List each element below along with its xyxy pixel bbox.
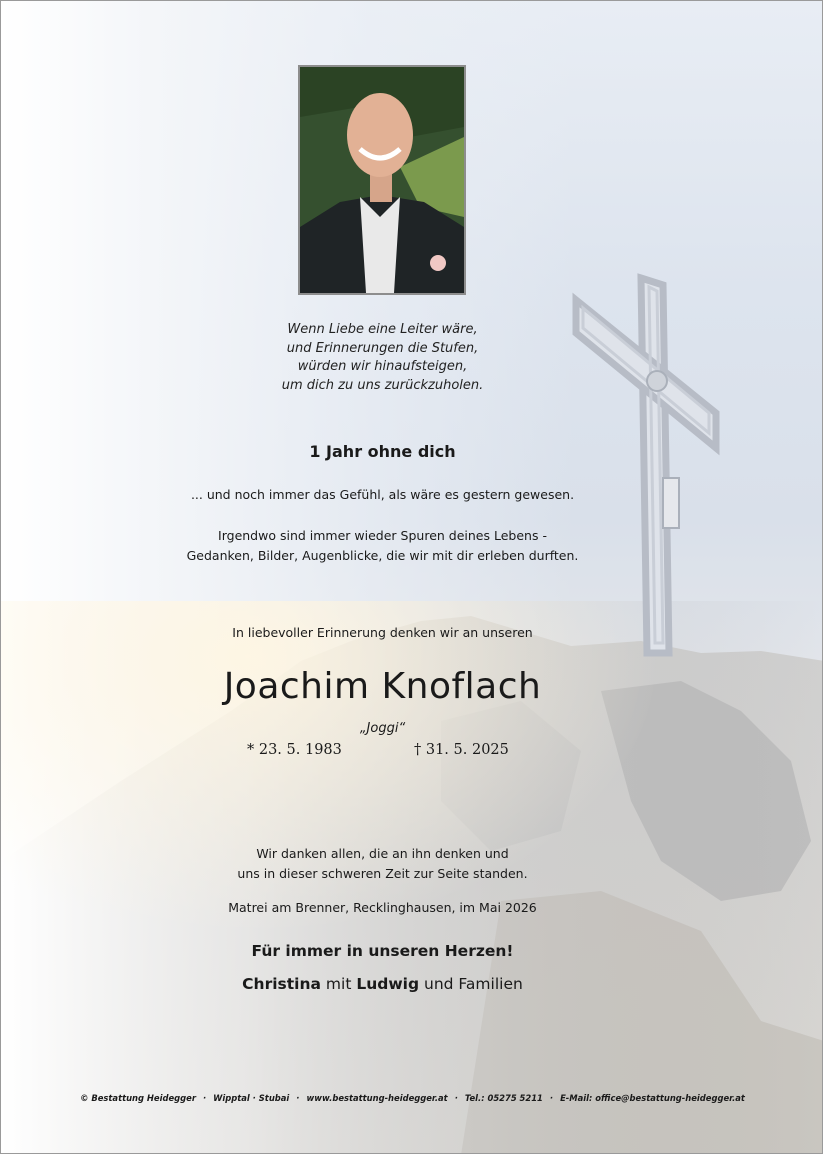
thanks-line: uns in dieser schweren Zeit zur Seite standen. xyxy=(237,865,528,881)
memorial-poem xyxy=(61,321,704,395)
footer-separator: · xyxy=(296,1093,300,1103)
poem-line: und Erinnerungen die Stufen, xyxy=(286,340,479,356)
deceased-name: Joachim Knoflach xyxy=(223,666,542,707)
footer-separator: · xyxy=(549,1093,554,1103)
signer-name: Christina xyxy=(242,975,321,993)
feeling-text: ... und noch immer das Gefühl, als wäre es gestern gewesen. xyxy=(190,487,575,502)
place-date: Matrei am Brenner, Recklinghausen, im Mai 2026 xyxy=(228,900,537,915)
signature xyxy=(61,975,704,993)
footer-website[interactable]: www.bestattung-heidegger.at xyxy=(306,1093,448,1103)
portrait-figure-icon xyxy=(300,67,464,293)
footer-separator: · xyxy=(454,1093,458,1103)
thanks-text xyxy=(61,844,704,883)
portrait-photo xyxy=(298,65,466,295)
birth-date: * 23. 5. 1983 xyxy=(247,742,342,758)
signature-rest: und Familien xyxy=(424,975,523,993)
poem-line: Wenn Liebe eine Leiter wäre, xyxy=(287,322,478,337)
traces-text xyxy=(61,526,704,565)
traces-line: Irgendwo sind immer wieder Spuren deines Lebens - xyxy=(218,528,547,543)
footer-phone: Tel.: 05275 5211 xyxy=(464,1093,543,1103)
nickname: „Joggi“ xyxy=(359,721,406,736)
death-date: † 31. 5. 2025 xyxy=(414,742,509,758)
remembrance-intro: In liebevoller Erinnerung denken wir an unseren xyxy=(232,625,533,640)
footer-separator: · xyxy=(202,1093,207,1103)
closing-line: Für immer in unseren Herzen! xyxy=(251,942,514,960)
poem-line: würden wir hinaufsteigen, xyxy=(297,359,468,374)
footer-email[interactable]: E-Mail: office@bestattung-heidegger.at xyxy=(560,1093,745,1103)
footer-region: Wipptal · Stubai xyxy=(213,1093,290,1103)
thanks-line: Wir danken allen, die an ihn denken und xyxy=(256,846,509,861)
footer-company: © Bestattung Heidegger xyxy=(80,1093,196,1103)
poem-line: um dich zu uns zurückzuholen. xyxy=(281,377,484,393)
footer-contact xyxy=(1,1093,823,1103)
signer-name: Ludwig xyxy=(356,975,420,993)
signature-connector: mit xyxy=(325,975,352,993)
anniversary-heading: 1 Jahr ohne dich xyxy=(309,442,456,461)
traces-line: Gedanken, Bilder, Augenblicke, die wir mit dir erleben durften. xyxy=(186,547,579,563)
